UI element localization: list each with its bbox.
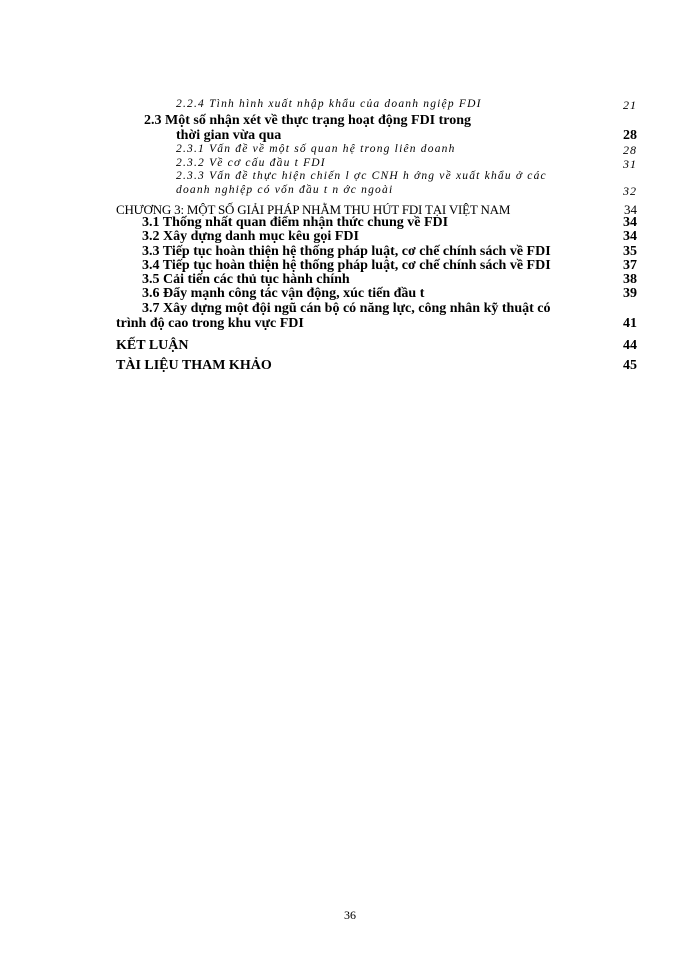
toc-entry-2-3-2: 2.3.2 Về cơ cấu đầu t FDI <box>176 157 326 169</box>
toc-entry-3-6: 3.6 Đẩy mạnh công tác vận động, xúc tiến đầu t <box>142 286 425 301</box>
toc-page-3-2: 34 <box>623 229 637 244</box>
toc-entry-3-2: 3.2 Xây dựng danh mục kêu gọi FDI <box>142 229 359 244</box>
toc-entry-3-7: 3.7 Xây dựng một đội ngũ cán bộ có năng lực, công nhân kỹ thuật có <box>142 301 551 316</box>
toc-entry-3-7-cont: trình độ cao trong khu vực FDI <box>116 316 304 331</box>
toc-page-references: 45 <box>623 358 637 373</box>
toc-page-3-5: 38 <box>623 272 637 287</box>
toc-entry-2-3-cont: thời gian vừa qua <box>176 128 282 143</box>
toc-page-conclusion: 44 <box>623 338 637 353</box>
toc-page-2-3-3: 32 <box>623 184 637 198</box>
toc-page-3-1: 34 <box>623 215 637 230</box>
toc-entry-3-4: 3.4 Tiếp tục hoàn thiện hệ thống pháp luật, cơ chế chính sách về FDI <box>142 258 551 273</box>
toc-entry-3-1: 3.1 Thống nhất quan điểm nhận thức chung về FDI <box>142 215 449 230</box>
toc-page-3-6: 39 <box>623 286 637 301</box>
toc-entry-2-3: 2.3 Một số nhận xét về thực trạng hoạt động FDI trong <box>144 113 472 128</box>
toc-page-chapter-3: 34 <box>624 202 637 217</box>
toc-entry-2-2-4: 2.2.4 Tình hình xuất nhập khẩu của doanh ngiệp FDI <box>176 98 482 110</box>
toc-page-3-7: 41 <box>623 316 637 331</box>
toc-entry-3-3: 3.3 Tiếp tục hoàn thiện hệ thống pháp luật, cơ chế chính sách về FDI <box>142 244 551 259</box>
toc-page-2-3-2: 31 <box>623 157 637 171</box>
toc-page-2-2-4: 21 <box>623 98 637 112</box>
toc-page-2-3-1: 28 <box>623 143 637 157</box>
toc-entry-3-5: 3.5 Cải tiến các thủ tục hành chính <box>142 272 350 287</box>
toc-entry-2-3-3: 2.3.3 Vấn đề thực hiện chiến l ợc CNH h ớng về xuất khẩu ở các <box>176 170 547 182</box>
toc-entry-2-3-3-cont: doanh nghiệp có vốn đầu t n ớc ngoài <box>176 184 394 196</box>
toc-page-2-3: 28 <box>623 128 637 143</box>
toc-entry-references: TÀI LIỆU THAM KHẢO <box>116 358 272 373</box>
toc-chapter-3: CHƯƠNG 3: MỘT SỐ GIẢI PHÁP NHẰM THU HÚT FDI TẠI VIỆT NAM <box>116 202 511 217</box>
toc-page-3-4: 37 <box>623 258 637 273</box>
page-number: 36 <box>344 908 356 922</box>
toc-entry-conclusion: KẾT LUẬN <box>116 338 189 353</box>
toc-entry-2-3-1: 2.3.1 Vấn đề về một số quan hệ trong liên doanh <box>176 143 456 155</box>
toc-page-3-3: 35 <box>623 244 637 259</box>
